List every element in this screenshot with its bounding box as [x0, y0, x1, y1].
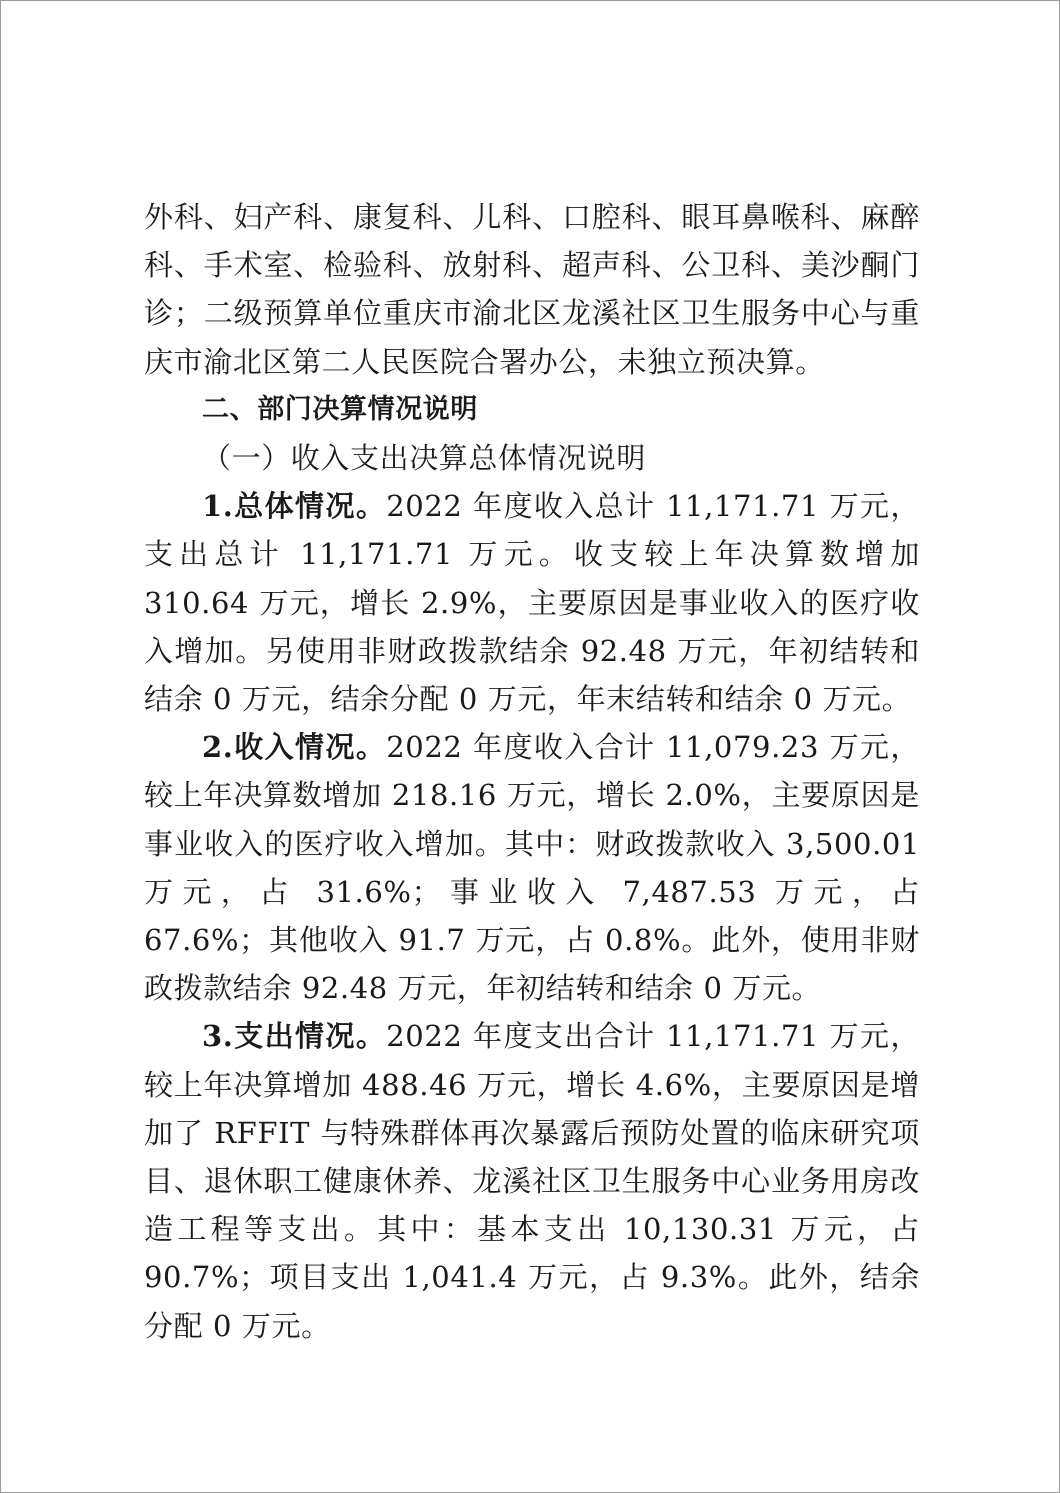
subsection-heading [144, 434, 920, 482]
document-body [144, 193, 920, 1350]
paragraph-expenditure-text: 2022 年度支出合计 11,171.71 万元，较上年决算增加 488.46 万元，增长 4.6%，主要原因是增加了 RFFIT 与特殊群体再次暴露后预防处置的临床研究项目、退休职工健康休养、龙溪社区卫生服务中心业务用房改造工程等支出。其中：基本支出 10,130.31 万元，占 90.7%；项目支出 1,041.4 万元，占 9.3%。此外，结余分配 0 万元。 [144, 1019, 920, 1343]
section-heading-text: 二、部门决算情况说明 [202, 393, 478, 425]
subsection-heading-text: （一）收入支出决算总体情况说明 [202, 441, 647, 476]
paragraph-expenditure [144, 1012, 920, 1349]
section-heading [144, 386, 920, 434]
paragraph-income [144, 723, 920, 1012]
paragraph-overall-text: 2022 年度收入总计 11,171.71 万元，支出总计 11,171.71 万元。收支较上年决算数增加 310.64 万元，增长 2.9%，主要原因是事业收入的医疗收入增加。另使用非财政拨款结余 92.48 万元，年初结转和结余 0 万元，结余分配 0 万元，年末结转和结余 0 万元。 [144, 489, 920, 717]
intro-paragraph-text: 外科、妇产科、康复科、儿科、口腔科、眼耳鼻喉科、麻醉科、手术室、检验科、放射科、超声科、公卫科、美沙酮门诊；二级预算单位重庆市渝北区龙溪社区卫生服务中心与重庆市渝北区第二人民医院合署办公，未独立预决算。 [144, 200, 920, 379]
paragraph-income-lead: 2.收入情况。 [202, 730, 387, 765]
paragraph-income-text: 2022 年度收入合计 11,079.23 万元，较上年决算数增加 218.16 万元，增长 2.0%，主要原因是事业收入的医疗收入增加。其中：财政拨款收入 3,500.01 万元，占 31.6%；事业收入 7,487.53 万元，占 67.6%；其他收入 91.7 万元，占 0.8%。此外，使用非财政拨款结余 92.48 万元，年初结转和结余 0 万元。 [144, 730, 920, 1006]
paragraph-expenditure-lead: 3.支出情况。 [202, 1019, 387, 1054]
paragraph-overall [144, 482, 920, 723]
paragraph-overall-lead: 1.总体情况。 [202, 489, 387, 524]
intro-paragraph [144, 193, 920, 386]
